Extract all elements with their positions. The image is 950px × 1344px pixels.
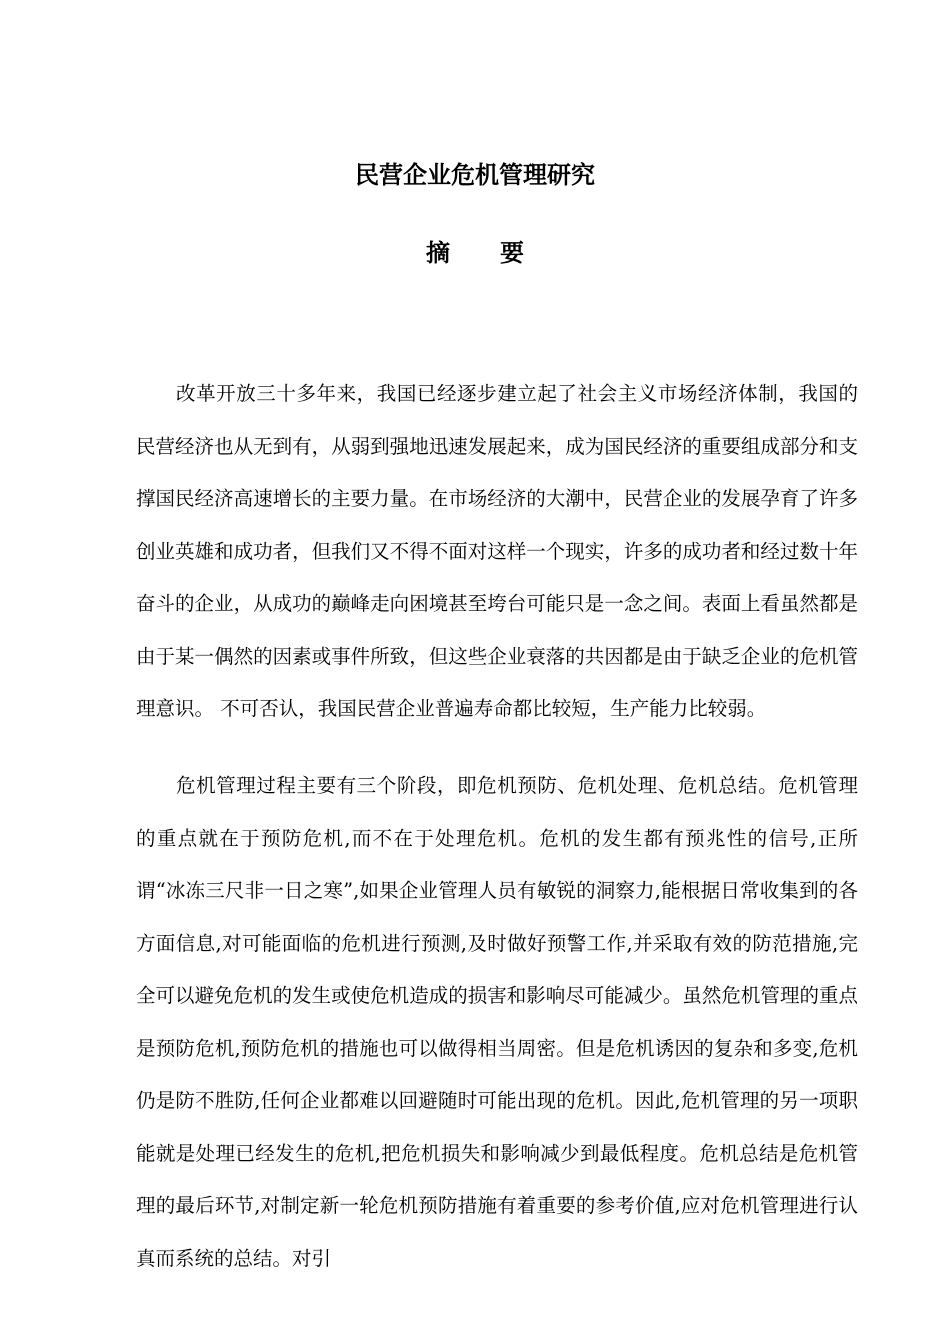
abstract-heading bbox=[0, 236, 950, 270]
abstract-paragraph-2: 危机管理过程主要有三个阶段，即危机预防、危机处理、危机总结。危机管理的重点就在于预防危机,而不在于处理危机。危机的发生都有预兆性的信号,正所谓“冰冻三尺非一日之寒”,如果企业管理人员有敏锐的洞察力,能根据日常收集到的各方面信息,对可能面临的危机进行预测,及时做好预警工作,并采取有效的防范措施,完全可以避免危机的发生或使危机造成的损害和影响尽可能减少。虽然危机管理的重点是预防危机,预防危机的措施也可以做得相当周密。但是危机诱因的复杂和多变,危机仍是防不胜防,任何企业都难以回避随时可能出现的危机。因此,危机管理的另一项职能就是处理已经发生的危机,把危机损失和影响减少到最低程度。危机总结是危机管理的最后环节,对制定新一轮危机预防措施有着重要的参考价值,应对危机管理进行认真而系统的总结。对引 bbox=[136, 774, 858, 1270]
abstract-heading-char-2: 要 bbox=[500, 238, 524, 267]
abstract-heading-char-1: 摘 bbox=[426, 238, 450, 267]
abstract-paragraph-1: 改革开放三十多年来，我国已经逐步建立起了社会主义市场经济体制，我国的民营经济也从无到有，从弱到强地迅速发展起来，成为国民经济的重要组成部分和支撑国民经济高速增长的主要力量。在市场经济的大潮中，民营企业的发展孕育了许多创业英雄和成功者，但我们又不得不面对这样一个现实，许多的成功者和经过数十年奋斗的企业，从成功的巅峰走向困境甚至垮台可能只是一念之间。表面上看虽然都是由于某一偶然的因素或事件所致，但这些企业衰落的共因都是由于缺乏企业的危机管理意识。 不可否认，我国民营企业普遍寿命都比较短，生产能力比较弱。 bbox=[136, 382, 858, 720]
document-title: 民营企业危机管理研究 bbox=[355, 160, 595, 189]
